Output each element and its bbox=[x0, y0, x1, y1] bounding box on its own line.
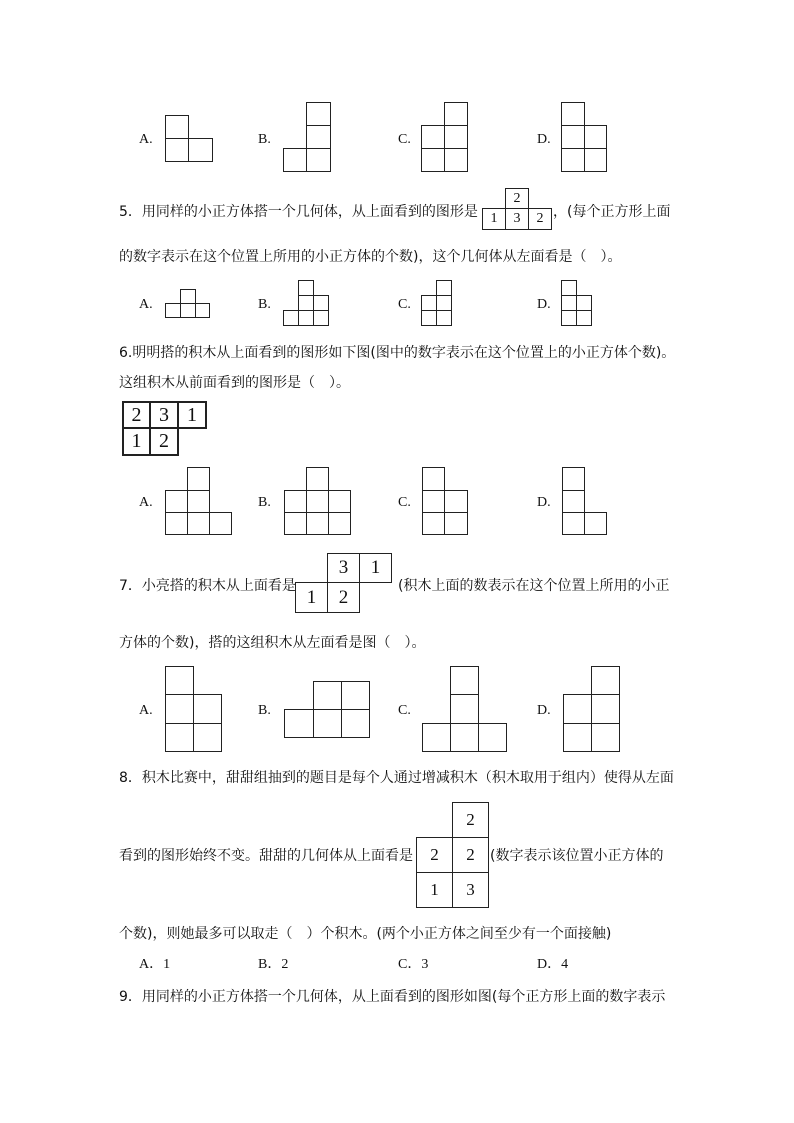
q8-text-line2-before: 看到的图形始终不变。甜甜的几何体从上面看是 bbox=[119, 848, 413, 864]
q7-text-line1-before: 7．小亮搭的积木从上面看是 bbox=[119, 578, 296, 594]
q7-text-line2: 方体的个数)，搭的这组积木从左面看是图（ ）。 bbox=[119, 635, 426, 651]
q7-grid-cell: 1 bbox=[295, 582, 328, 613]
q6-text-line1: 6.明明搭的积木从上面看到的图形如下图(图中的数字表示在这个位置上的小正方体个数)。 bbox=[119, 345, 676, 361]
q5-text-line2: 的数字表示在这个位置上所用的小正方体的个数)，这个几何体从左面看是（ ）。 bbox=[119, 249, 622, 265]
q7-grid-cell: 2 bbox=[327, 582, 360, 613]
q8-grid-cell: 3 bbox=[452, 872, 489, 908]
q8-choice-c[interactable]: C．3 bbox=[398, 957, 429, 972]
q7-option-a-label[interactable]: A. bbox=[139, 703, 153, 718]
q7-grid-cell: 3 bbox=[327, 553, 360, 583]
q6-grid-cell: 2 bbox=[149, 427, 179, 456]
q7-text-line1-after: (积木上面的数表示在这个位置上所用的小正 bbox=[398, 578, 670, 594]
q5-text-line1-after: ，(每个正方形上面 bbox=[553, 204, 671, 220]
q6-grid-cell: 1 bbox=[177, 401, 207, 429]
q6-grid-cell: 1 bbox=[122, 427, 151, 456]
q5-grid-cell: 2 bbox=[505, 188, 529, 209]
q6-grid-cell: 3 bbox=[149, 401, 179, 429]
q8-text-line2-after: (数字表示该位置小正方体的 bbox=[490, 848, 664, 864]
q8-grid-cell: 2 bbox=[452, 802, 489, 838]
q8-text-line1: 8．积木比赛中，甜甜组抽到的题目是每个人通过增减积木（积木取用于组内）使得从左面 bbox=[119, 770, 674, 786]
q9-text-line1: 9．用同样的小正方体搭一个几何体，从上面看到的图形如图(每个正方形上面的数字表示 bbox=[119, 989, 666, 1005]
q6-option-b-label[interactable]: B. bbox=[258, 495, 271, 510]
q8-choice-d[interactable]: D．4 bbox=[537, 957, 569, 972]
q7-option-d-label[interactable]: D. bbox=[537, 703, 551, 718]
q6-option-a-label[interactable]: A. bbox=[139, 495, 153, 510]
q4-option-b-label[interactable]: B. bbox=[258, 132, 271, 147]
q5-option-c-label[interactable]: C. bbox=[398, 297, 411, 312]
q5-grid-cell: 3 bbox=[505, 208, 529, 230]
q4-option-a-label[interactable]: A. bbox=[139, 132, 153, 147]
q5-option-d-label[interactable]: D. bbox=[537, 297, 551, 312]
q6-grid-cell: 2 bbox=[122, 401, 151, 429]
q8-text-line3: 个数)，则她最多可以取走（ ）个积木。(两个小正方体之间至少有一个面接触) bbox=[119, 926, 612, 942]
q5-grid-cell: 1 bbox=[482, 208, 506, 230]
q7-option-b-label[interactable]: B. bbox=[258, 703, 271, 718]
q4-option-d-label[interactable]: D. bbox=[537, 132, 551, 147]
q8-choice-b[interactable]: B．2 bbox=[258, 957, 289, 972]
q5-text-line1-before: 5．用同样的小正方体搭一个几何体，从上面看到的图形是 bbox=[119, 204, 478, 220]
q5-grid-cell: 2 bbox=[528, 208, 552, 230]
q6-option-c-label[interactable]: C. bbox=[398, 495, 411, 510]
q4-option-c-label[interactable]: C. bbox=[398, 132, 411, 147]
q6-text-line2: 这组积木从前面看到的图形是（ ）。 bbox=[119, 375, 350, 391]
q7-option-c-label[interactable]: C. bbox=[398, 703, 411, 718]
q8-grid-cell: 1 bbox=[416, 872, 453, 908]
q8-choice-a[interactable]: A．1 bbox=[139, 957, 171, 972]
q5-option-a-label[interactable]: A. bbox=[139, 297, 153, 312]
q7-grid-cell: 1 bbox=[359, 553, 392, 583]
q8-grid-cell: 2 bbox=[416, 837, 453, 873]
q8-grid-cell: 2 bbox=[452, 837, 489, 873]
q6-option-d-label[interactable]: D. bbox=[537, 495, 551, 510]
q5-option-b-label[interactable]: B. bbox=[258, 297, 271, 312]
